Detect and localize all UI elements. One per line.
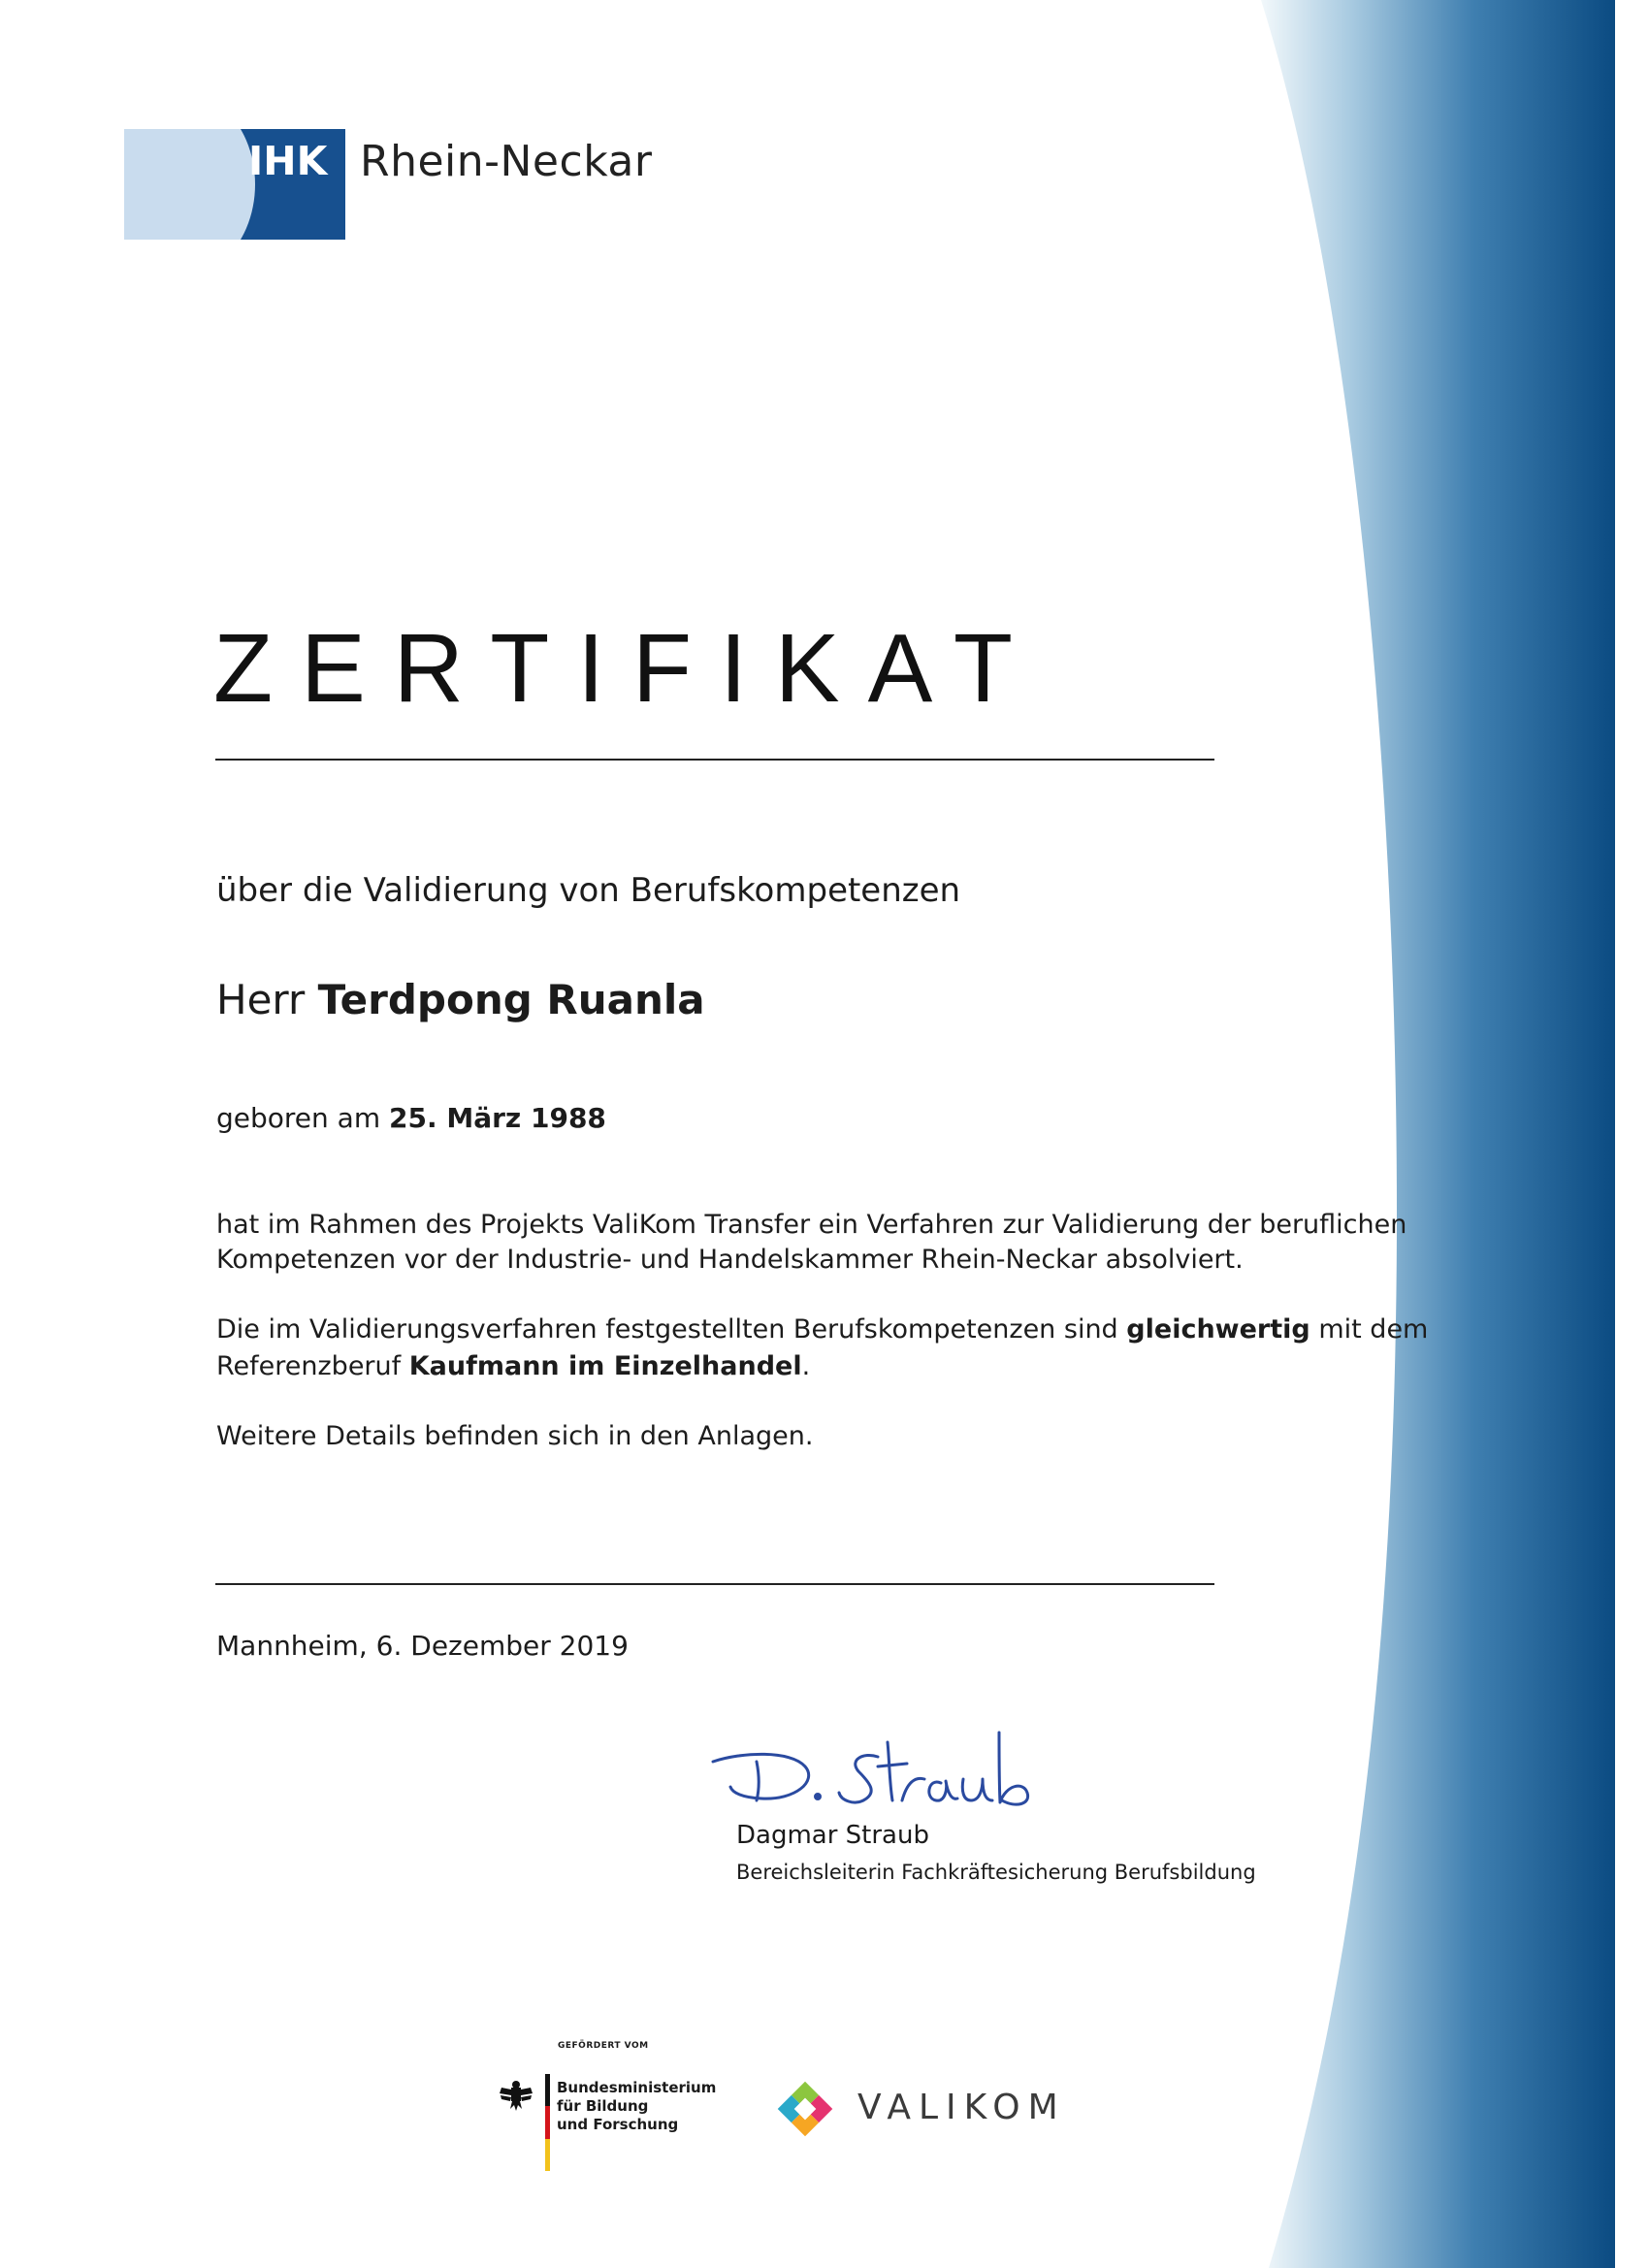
ministry-line-1: Bundesministerium (557, 2079, 717, 2096)
birth-prefix: geboren am (216, 1102, 381, 1134)
p2-text-start: Die im Validierungsverfahren festgestellten Berufskompetenzen sind (216, 1314, 1118, 1345)
recipient (216, 976, 705, 1023)
ministry-line-3: und Forschung (557, 2116, 679, 2133)
paragraph-2-line-2 (216, 1348, 810, 1385)
paragraph-2-line-1 (216, 1312, 1428, 1348)
certificate-subtitle: über die Validierung von Berufskompetenzen (216, 871, 961, 910)
logo-abbreviation: IHK (248, 138, 328, 184)
federal-eagle-icon (498, 2076, 534, 2113)
place-and-date: Mannheim, 6. Dezember 2019 (216, 1630, 629, 1662)
p2-period: . (801, 1351, 811, 1381)
paragraph-1-line-2: Kompetenzen vor der Industrie- und Handelskammer Rhein-Neckar absolviert. (216, 1245, 1244, 1275)
recipient-salutation: Herr (216, 976, 306, 1023)
german-flag-strip (545, 2074, 550, 2171)
paragraph-1-line-1: hat im Rahmen des Projekts ValiKom Transfer ein Verfahren zur Validierung der beruflichen (216, 1210, 1407, 1240)
p2-text-end: mit dem (1318, 1314, 1429, 1345)
equivalence-result: gleichwertig (1126, 1314, 1310, 1345)
valikom-wordmark: VALIKOM (857, 2088, 1066, 2127)
signer-role: Bereichsleiterin Fachkräftesicherung Berufsbildung (736, 1861, 1256, 1884)
birth-date: 25. März 1988 (389, 1102, 606, 1134)
birth-date-line (216, 1102, 606, 1134)
reference-label: Referenzberuf (216, 1351, 402, 1381)
certificate-title: ZERTIFIKAT (213, 614, 1041, 723)
bottom-divider (215, 1583, 1214, 1585)
recipient-name: Terdpong Ruanla (317, 976, 705, 1023)
signer-name: Dagmar Straub (736, 1821, 929, 1850)
funded-by-label: GEFÖRDERT VOM (558, 2041, 649, 2051)
valikom-logo-icon (776, 2080, 834, 2138)
paragraph-3: Weitere Details befinden sich in den Anlagen. (216, 1421, 814, 1451)
logo-region: Rhein-Neckar (360, 137, 653, 186)
handwritten-signature (703, 1723, 1052, 1830)
ministry-line-2: für Bildung (557, 2097, 649, 2115)
title-divider (215, 759, 1214, 761)
reference-profession: Kaufmann im Einzelhandel (408, 1351, 802, 1381)
